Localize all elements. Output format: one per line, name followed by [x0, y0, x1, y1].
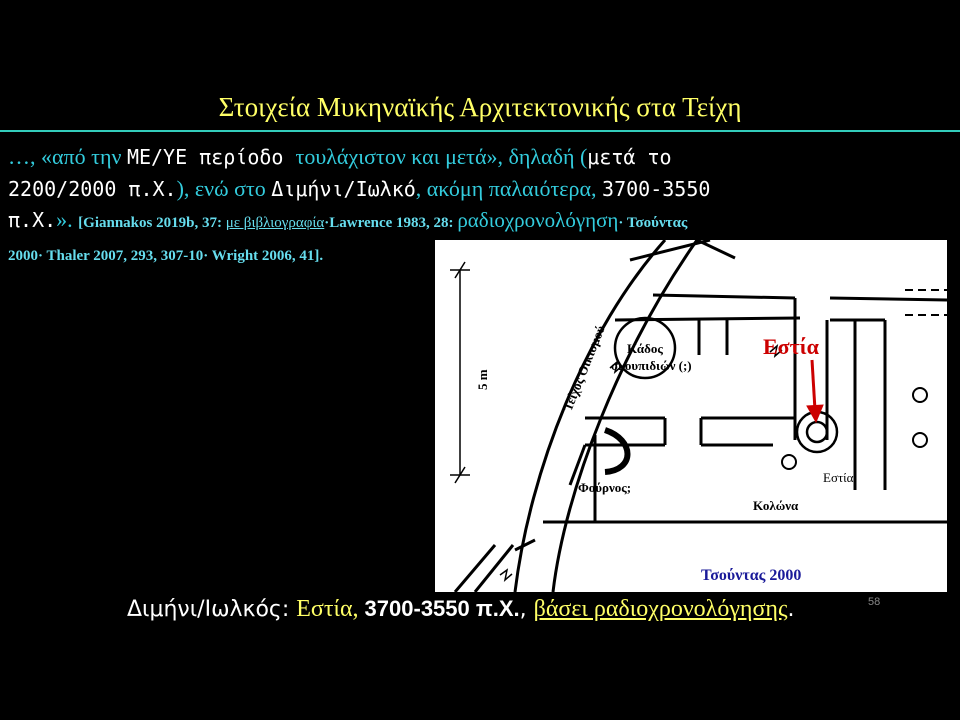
text-segment: ΜΕ/ΥΕ περίοδο: [126, 145, 296, 169]
wall-label: Τείχος Οικισμού: [559, 323, 608, 414]
body-line-4: [8, 248, 323, 265]
body-line-3: [8, 207, 687, 233]
estia-small-label: Εστία: [823, 470, 854, 485]
text-segment: ), ενώ στο: [176, 176, 272, 201]
page-number: 58: [868, 596, 881, 608]
caption-sep: :: [281, 597, 297, 622]
text-segment: , ακόμη παλαιότερα,: [415, 176, 603, 201]
caption-end: .: [787, 597, 795, 622]
caption-date: 3700-3550 π.Χ.: [364, 596, 520, 621]
site-plan: [435, 240, 947, 592]
caption-radiocarbon-link[interactable]: βάσει ραδιοχρονολόγησης: [533, 596, 788, 622]
text-segment: μετά το: [587, 145, 672, 169]
text-segment: π.Χ.: [8, 208, 57, 232]
caption: [127, 596, 794, 623]
scale-label: 5 m: [475, 369, 490, 390]
kolona-label: Κολώνα: [753, 498, 799, 513]
text-segment: τουλάχιστον και μετά», δηλαδή (: [295, 144, 588, 169]
text-segment: 3700-3550: [602, 177, 711, 201]
text-segment: [Giannakos 2019b, 37:: [78, 215, 226, 231]
kados-label-1: Κάδος: [627, 341, 663, 356]
text-segment: 2200/2000 π.Χ.: [8, 177, 177, 201]
estia-big-label: Εστία: [763, 334, 819, 359]
text-segment: ραδιοχρονολόγηση: [457, 208, 619, 232]
bibliography-link[interactable]: με βιβλιογραφία: [225, 215, 325, 231]
caption-estia: Εστία,: [296, 596, 365, 622]
text-segment: …, «από την: [8, 144, 127, 169]
credit-label: Τσούντας 2000: [701, 567, 802, 584]
text-segment: Διμήνι/Ιωλκό: [271, 177, 416, 201]
estia-arrow: [812, 360, 815, 410]
caption-sep: ,: [519, 597, 534, 622]
text-segment: ·Lawrence 1983, 28:: [324, 215, 458, 231]
caption-site: Διμήνι/Ιωλκός: [127, 597, 282, 622]
body-line-2: [8, 176, 710, 202]
text-segment: · Τσούντας: [618, 215, 688, 231]
text-segment: ».: [56, 207, 79, 232]
slide-title: Στοιχεία Μυκηναϊκής Αρχιτεκτονικής στα Τείχη: [218, 92, 742, 122]
fournos-label: Φούρνος;: [578, 480, 632, 495]
text-segment: 2000· Thaler 2007, 293, 307-10· Wright 2006, 41].: [8, 248, 324, 264]
body-line-1: [8, 144, 672, 170]
title-rule: [0, 130, 960, 132]
kados-label-2: σκουπιδιών (;): [611, 358, 692, 373]
